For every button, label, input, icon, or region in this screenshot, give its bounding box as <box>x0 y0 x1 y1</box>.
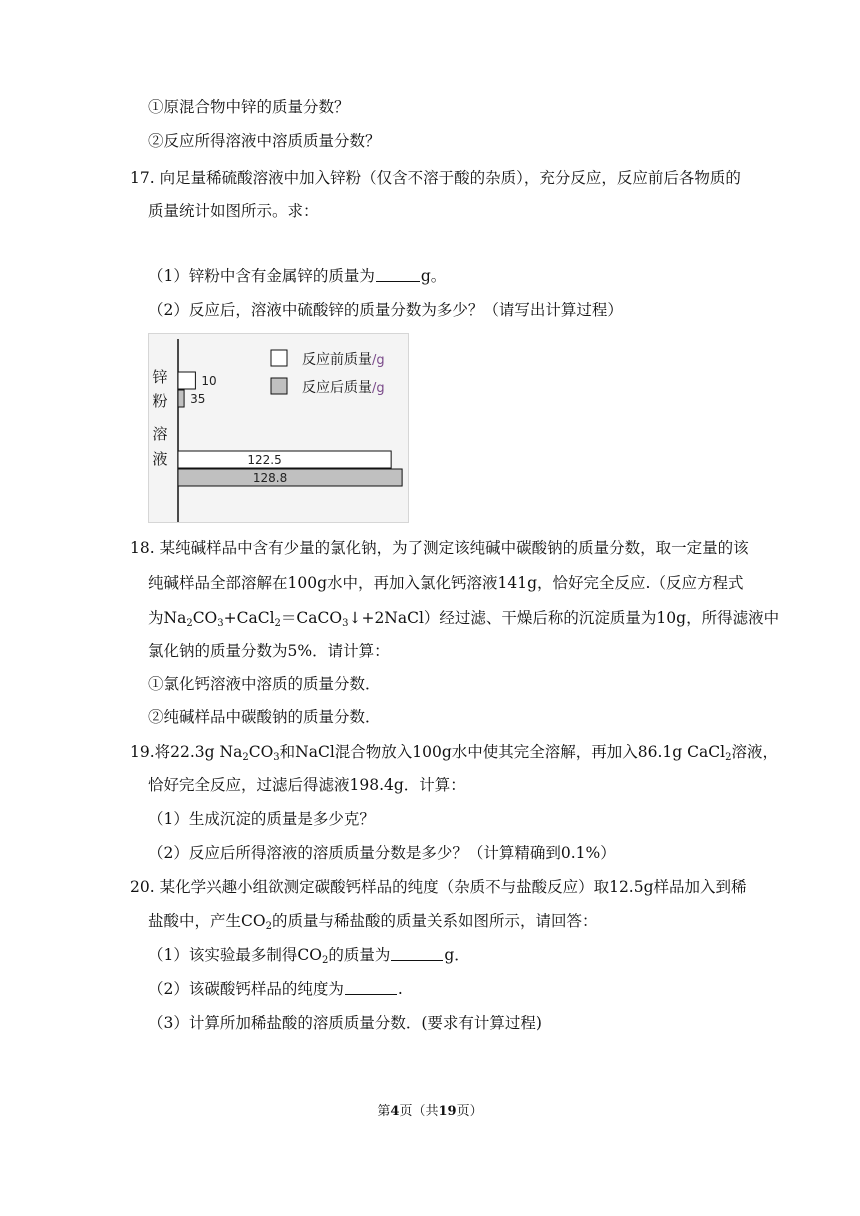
text: 的质量为 <box>328 946 391 964</box>
text: ②纯碱样品中碳酸钠的质量分数． <box>148 708 381 726</box>
bar <box>178 469 402 486</box>
subscript: 3 <box>217 618 224 629</box>
text: ①氯化钙溶液中溶质的质量分数． <box>148 675 381 693</box>
line-q19-2 <box>148 843 616 863</box>
text: 恰好完全反应，过滤后得滤液198.4g．计算： <box>148 776 466 794</box>
line-q20-3 <box>148 1013 542 1033</box>
text: （3）计算所加稀盐酸的溶质质量分数．(要求有计算过程) <box>148 1014 542 1032</box>
line-q18-c <box>148 608 779 628</box>
text: 19.将22.3g Na <box>130 743 243 761</box>
text: . <box>397 980 403 998</box>
category-label: 锌 <box>152 368 168 386</box>
legend-swatch <box>271 378 287 394</box>
text: ＝CaCO <box>280 609 343 627</box>
page-number: 4 <box>390 1104 400 1119</box>
text: 和NaCl混合物放入100g水中使其完全溶解，再加入86.1g CaCl <box>279 743 726 761</box>
subscript: 2 <box>274 618 281 629</box>
line-q19-b <box>148 775 466 795</box>
legend-swatch <box>271 350 287 366</box>
text: g。 <box>420 267 447 285</box>
legend-label: 反应后质量/g <box>302 380 385 396</box>
text: （2）反应后所得溶液的溶质质量分数是多少？（计算精确到0.1%） <box>148 844 616 862</box>
page-footer <box>0 1100 860 1119</box>
subscript: 2 <box>186 618 193 629</box>
text: 为Na <box>148 609 187 627</box>
subscript: 2 <box>321 955 329 966</box>
line-q18-d <box>148 641 390 661</box>
text: 质量统计如图所示。求： <box>148 202 319 220</box>
text: （1）锌粉中含有金属锌的质量为 <box>148 267 375 285</box>
bar-value-label: 128.8 <box>252 471 288 485</box>
text: （1）该实验最多制得CO <box>148 946 322 964</box>
text: 盐酸中，产生CO <box>148 912 266 930</box>
text: CO <box>248 743 274 761</box>
text: 纯碱样品全部溶解在100g水中，再加入氯化钙溶液141g，恰好完全反应.（反应方程式 <box>148 574 744 592</box>
line-q16-2 <box>148 131 381 151</box>
line-q18-1 <box>148 674 381 694</box>
category-label: 粉 <box>152 392 168 410</box>
text: ↓+2NaCl）经过滤、干燥后称的沉淀质量为10g，所得滤液中 <box>348 609 780 627</box>
bar-value-label: 35 <box>190 392 206 406</box>
bar <box>178 390 184 407</box>
category-label: 液 <box>152 450 168 468</box>
legend-unit: /g <box>372 381 385 396</box>
chart-svg <box>149 334 408 522</box>
subscript: 2 <box>242 752 249 763</box>
bar-value-label: 10 <box>201 374 217 388</box>
bar <box>178 451 391 468</box>
line-q17-2 <box>148 300 623 320</box>
text: 18. 某纯碱样品中含有少量的氯化钠，为了测定该纯碱中碳酸钠的质量分数，取一定量的该 <box>130 539 749 557</box>
subscript: 3 <box>273 752 280 763</box>
text: +CaCl <box>223 609 275 627</box>
bar-chart <box>148 333 409 523</box>
line-q17-1 <box>148 266 446 286</box>
line-q20-2 <box>148 979 403 999</box>
answer-blank[interactable] <box>376 267 420 282</box>
text: ②反应所得溶液中溶质质量分数？ <box>148 132 381 150</box>
line-q19-a <box>130 742 778 762</box>
bar <box>178 372 195 389</box>
bar-value-label: 122.5 <box>247 453 282 467</box>
answer-blank[interactable] <box>345 980 397 995</box>
text: 的质量与稀盐酸的质量关系如图所示，请回答： <box>271 912 598 930</box>
text: （2）该碳酸钙样品的纯度为 <box>148 980 344 998</box>
text: 氯化钠的质量分数为5%．请计算： <box>148 642 390 660</box>
text: CO <box>192 609 218 627</box>
answer-blank[interactable] <box>391 946 443 961</box>
line-q18-2 <box>148 707 381 727</box>
line-q20-1 <box>148 945 470 965</box>
text: ①原混合物中锌的质量分数？ <box>148 98 350 116</box>
line-q20-a <box>130 877 747 897</box>
page-total: 19 <box>438 1104 457 1119</box>
text: 页） <box>456 1104 483 1119</box>
subscript: 2 <box>725 752 732 763</box>
text: （1）生成沉淀的质量是多少克？ <box>148 810 375 828</box>
text: g． <box>444 946 470 964</box>
line-q16-1 <box>148 97 350 117</box>
legend-unit: /g <box>372 353 385 368</box>
text: 页（共 <box>399 1104 439 1119</box>
text: 17. 向足量稀硫酸溶液中加入锌粉（仅含不溶于酸的杂质），充分反应，反应前后各物质的 <box>130 169 741 187</box>
line-q18-a <box>130 538 749 558</box>
line-q20-b <box>148 911 597 931</box>
text: （2）反应后，溶液中硫酸锌的质量分数为多少？（请写出计算过程） <box>148 301 623 319</box>
text: 20. 某化学兴趣小组欲测定碳酸钙样品的纯度（杂质不与盐酸反应）取12.5g样品加入到稀 <box>130 878 747 896</box>
subscript: 2 <box>265 921 272 932</box>
category-label: 溶 <box>152 425 168 443</box>
subscript: 3 <box>342 618 349 629</box>
line-q18-b <box>148 573 743 593</box>
text: 第 <box>377 1104 391 1119</box>
line-q19-1 <box>148 809 375 829</box>
line-q17-b <box>148 201 319 221</box>
text: 溶液， <box>731 743 778 761</box>
line-q17-a <box>130 168 741 188</box>
legend-label: 反应前质量/g <box>302 352 385 368</box>
